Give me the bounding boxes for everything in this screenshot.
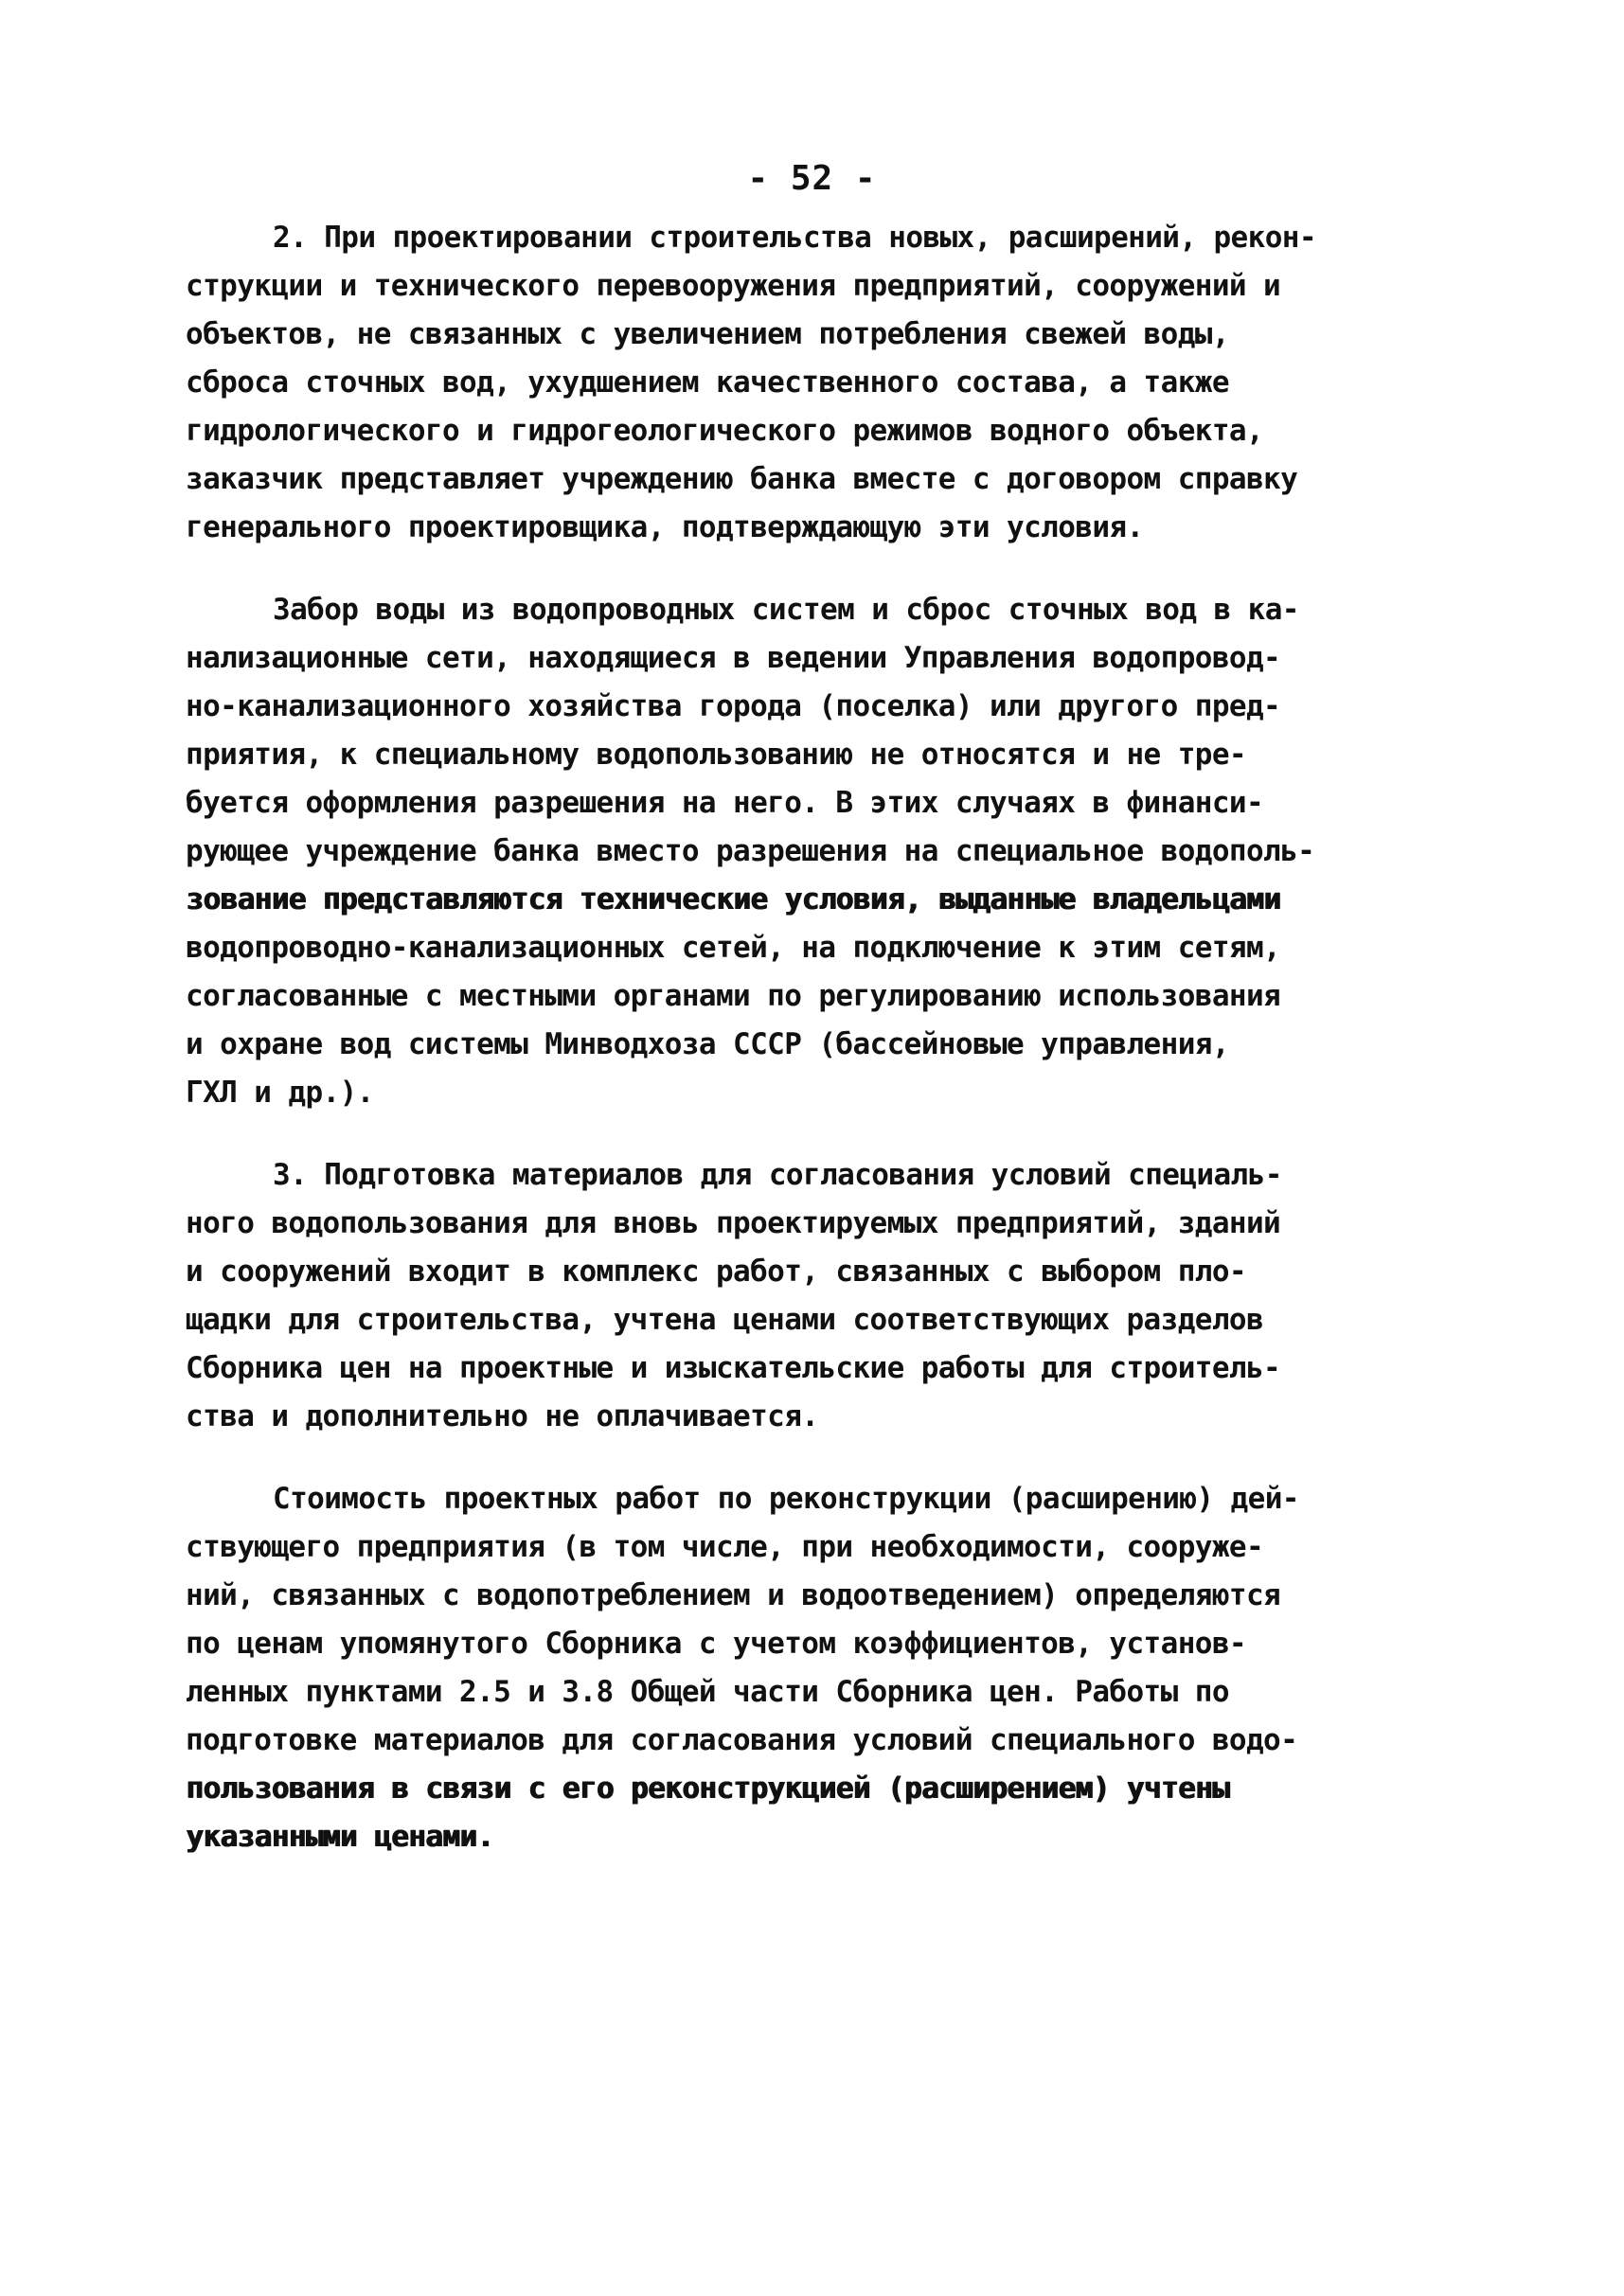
text-line: и сооружений входит в комплекс работ, связанных с выбором пло-: [186, 1255, 1246, 1289]
paragraph-water-intake: [186, 586, 1436, 1117]
text-line: но-канализационного хозяйства города (поселка) или другого пред-: [186, 689, 1281, 723]
text-line: согласованные с местными органами по регулированию использования: [186, 979, 1281, 1013]
text-line: по ценам упомянутого Сборника с учетом коэффициентов, установ-: [186, 1627, 1246, 1661]
text-line: пользования в связи с его реконструкцией (расширением) учтены: [186, 1771, 1229, 1806]
text-line: подготовке материалов для согласования условий специального водо-: [186, 1723, 1298, 1757]
text-line: ного водопользования для вновь проектируемых предприятий, зданий: [186, 1206, 1281, 1240]
text-line: объектов, не связанных с увеличением потребления свежей воды,: [186, 317, 1229, 351]
text-line: Сборника цен на проектные и изыскательские работы для строитель-: [186, 1351, 1281, 1385]
text-line: 2. При проектировании строительства новых, расширений, рекон-: [273, 221, 1316, 255]
text-line: зование представляются технические условия, выданные владельцами: [186, 882, 1281, 917]
text-line: ствующего предприятия (в том числе, при необходимости, сооруже-: [186, 1530, 1264, 1564]
paragraph-item-2: [186, 214, 1436, 552]
text-line: струкции и технического перевооружения предприятий, сооружений и: [186, 269, 1281, 303]
text-line: буется оформления разрешения на него. В этих случаях в финанси-: [186, 786, 1264, 820]
text-line: 3. Подготовка материалов для согласования условий специаль-: [273, 1158, 1282, 1192]
text-line: сброса сточных вод, ухудшением качественного состава, а также: [186, 365, 1229, 400]
text-line: водопроводно-канализационных сетей, на подключение к этим сетям,: [186, 931, 1281, 965]
text-line: ГХЛ и др.).: [186, 1076, 374, 1110]
text-line: генерального проектировщика, подтверждающую эти условия.: [186, 510, 1144, 544]
text-line: указанными ценами.: [186, 1820, 494, 1854]
text-line: Забор воды из водопроводных систем и сброс сточных вод в ка-: [273, 593, 1299, 627]
text-line: нализационные сети, находящиеся в ведении Управления водопровод-: [186, 641, 1281, 675]
paragraph-item-3: [186, 1151, 1436, 1441]
paragraph-cost: [186, 1475, 1436, 1861]
text-line: гидрологического и гидрогеологического режимов водного объекта,: [186, 414, 1264, 448]
page-number: - 52 -: [747, 159, 877, 198]
text-line: ленных пунктами 2.5 и 3.8 Общей части Сборника цен. Работы по: [186, 1675, 1229, 1709]
document-body: [186, 214, 1436, 1896]
text-line: щадки для строительства, учтена ценами соответствующих разделов: [186, 1303, 1264, 1337]
text-line: ства и дополнительно не оплачивается.: [186, 1399, 819, 1433]
text-line: заказчик представляет учреждению банка вместе с договором справку: [186, 462, 1298, 496]
text-line: и охране вод системы Минводхоза СССР (бассейновые управления,: [186, 1027, 1229, 1061]
text-line: рующее учреждение банка вместо разрешения на специальное водополь-: [186, 834, 1315, 868]
text-line: приятия, к специальному водопользованию не относятся и не тре-: [186, 738, 1246, 772]
text-line: Стоимость проектных работ по реконструкции (расширению) дей-: [273, 1482, 1299, 1516]
text-line: ний, связанных с водопотреблением и водоотведением) определяются: [186, 1578, 1281, 1612]
